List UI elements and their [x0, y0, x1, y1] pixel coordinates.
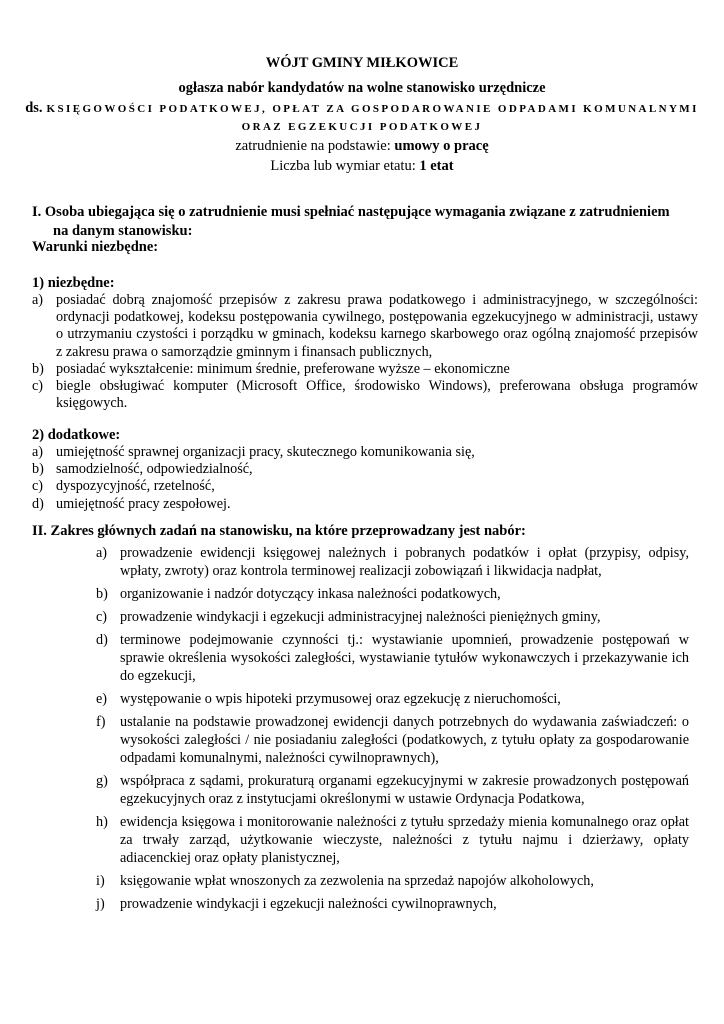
position-line-1 — [0, 100, 724, 117]
list-item: j) prowadzenie windykacji i egzekucji należności cywilnoprawnych, — [96, 896, 497, 912]
tasks-list — [96, 544, 689, 918]
position-line-2: ORAZ EGZEKUCJI PODATKOWEJ — [241, 121, 483, 133]
list-item: f) ustalanie na podstawie prowadzonej ewidencji danych potrzebnych do wydawania zaświadczeń: o wysokości zaległości / nie posiadaniu zaległości (podatkowych, z tytułu opłaty za gospodarowanie odpadami komunalnymi, należności cywilnoprawnych), — [96, 714, 689, 766]
list-item: d) umiejętność pracy zespołowej. — [32, 495, 231, 512]
list-item: e) występowanie o wpis hipoteki przymusowej oraz egzekucję z nieruchomości, — [96, 691, 561, 707]
list-item: a) umiejętność sprawnej organizacji pracy, skutecznego komunikowania się, — [32, 444, 475, 460]
list-item: c) dyspozycyjność, rzetelność, — [32, 478, 215, 495]
section-1-heading-line1: I. Osoba ubiegająca się o zatrudnienie musi spełniać następujące wymagania związane z zatrudnieniem — [32, 204, 670, 220]
announcement-line: ogłasza nabór kandydatów na wolne stanowisko urzędnicze — [178, 80, 546, 96]
required-list — [32, 292, 698, 412]
section-1-heading — [32, 203, 696, 241]
list-item: a) posiadać dobrą znajomość przepisów z zakresu prawa podatkowego i administracyjnego, w szczególności: ordynacji podatkowej, kodeksu postępowania cywilnego, postępowania egzekucyjnego w administracji, ustawy o utrzymaniu czystości i porządku w gminach, kodeksu karnego skarbowego oraz ogólną znajomość przepisów z zakresu prawa o samorządzie gminnym i finansach publicznych, — [32, 292, 698, 360]
employment-label: zatrudnienie na podstawie: — [235, 138, 391, 154]
additional-list — [32, 444, 698, 513]
list-item: a) prowadzenie ewidencji księgowej należnych i pobranych podatków i opłat (przypisy, odpisy, wpłaty, zwroty) oraz kontrola terminowej realizacji zobowiązań i likwidacja nadpłat, — [96, 545, 689, 579]
fte-value: 1 etat — [419, 158, 454, 174]
list-item: i) księgowanie wpłat wnoszonych za zezwolenia na sprzedaż napojów alkoholowych, — [96, 873, 594, 889]
employment-value: umowy o pracę — [394, 138, 489, 154]
fte-label: Liczba lub wymiar etatu: — [270, 158, 416, 174]
list-item: b) organizowanie i nadzór dotyczący inkasa należności podatkowych, — [96, 586, 501, 602]
fte-line — [0, 158, 724, 175]
additional-label: 2) dodatkowe: — [32, 427, 121, 443]
list-item: h) ewidencja księgowa i monitorowanie należności z tytułu sprzedaży mienia komunalnego oraz opłat za trwały zarząd, użytkowanie wieczyste, należności z tytułu najmu i dzierżawy, opłaty adiacenckiej oraz opłaty planistycznej, — [96, 814, 689, 866]
section-2-heading: II. Zakres głównych zadań na stanowisku, na które przeprowadzany jest nabór: — [32, 523, 526, 539]
section-1-heading-line2: na danym stanowisku: — [53, 223, 193, 239]
position-name-part1: KSIĘGOWOŚCI PODATKOWEJ, OPŁAT ZA GOSPODAROWANIE ODPADAMI KOMUNALNYMI — [46, 103, 699, 115]
ds-prefix: ds. — [25, 100, 43, 116]
conditions-label: Warunki niezbędne: — [32, 239, 159, 255]
list-item: b) posiadać wykształcenie: minimum średnie, preferowane wyższe – ekonomiczne — [32, 360, 510, 377]
list-item: c) biegle obsługiwać komputer (Microsoft Office, środowisko Windows), preferowana obsługa programów księgowych. — [32, 378, 698, 412]
required-label: 1) niezbędne: — [32, 275, 115, 291]
list-item: d) terminowe podejmowanie czynności tj.: wystawianie upomnień, prowadzenie postępowań w sprawie określenia wysokości zaległości, wystawianie tytułów wykonawczych i przekazywanie ich do egzekucji, — [96, 632, 689, 684]
list-item: g) współpraca z sądami, prokuraturą organami egzekucyjnymi w zakresie prowadzonych postępowań egzekucyjnych oraz z instytucjami określonymi w ustawie Ordynacja Podatkowa, — [96, 773, 689, 807]
list-item: c) prowadzenie windykacji i egzekucji administracyjnej należności pieniężnych gminy, — [96, 609, 601, 625]
document-title: WÓJT GMINY MIŁKOWICE — [265, 55, 459, 71]
list-item: b) samodzielność, odpowiedzialność, — [32, 461, 253, 478]
employment-basis — [0, 138, 724, 155]
